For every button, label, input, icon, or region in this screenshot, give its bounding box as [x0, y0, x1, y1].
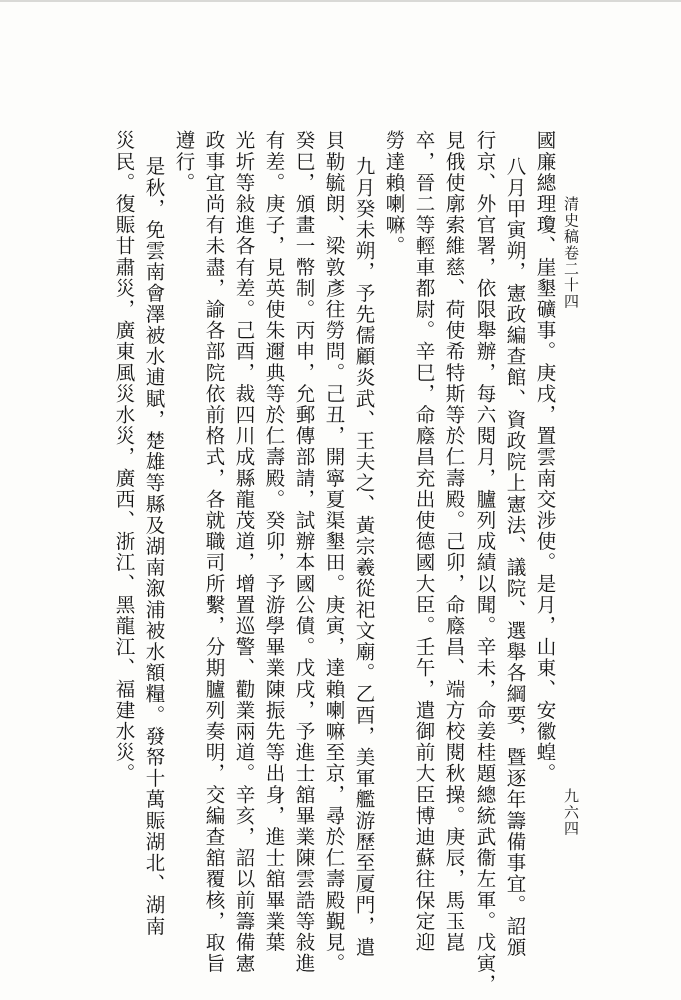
text-column-9: 癸巳，頒畫一幣制。丙申，允郵傳部請，試辦本國公債。戊戌，予進士舘畢業陳雲誥等敍進	[292, 130, 316, 974]
text-column-13: 遵行。	[172, 130, 196, 194]
page-number: 九六四	[562, 788, 580, 837]
text-column-7: 九月癸未朔，予先儒顧炎武、王夫之、黃宗羲從祀文廟。乙酉，美軍艦游歷至厦門，遣	[352, 156, 376, 958]
scan-edge	[0, 0, 681, 2]
text-column-10: 有差。庚子，見英使朱邇典等於仁壽殿。癸卯，予游學畢業陳振先等出身，進士舘畢業葉	[262, 130, 286, 953]
text-column-6: 勞達賴喇嘛。	[382, 130, 406, 257]
text-column-1: 國廉總理瓊、崖墾礦事。庚戌，置雲南交涉使。是月，山東、安徽蝗。	[533, 130, 557, 785]
text-column-2: 八月甲寅朔，憲政編查館、資政院上憲法、議院、選舉各綱要，暨逐年籌備事宜。詔頒	[503, 156, 527, 958]
text-column-14: 是秋，免雲南會澤被水逋賦，楚雄等縣及湖南溆浦被水額糧。發帑十萬賑湖北、湖南	[142, 156, 166, 937]
text-column-5: 卒，晉二等輕車都尉。辛巳，命廕昌充出使德國大臣。壬午，遣御前大臣博迪蘇往保定迎	[412, 130, 436, 953]
text-column-12: 政事宜尚有未盡，諭各部院依前格式，各就職司所繫，分期臚列奏明，交編查舘覆核，取旨	[202, 130, 226, 974]
text-column-3: 行京、外官署，依限舉辦，每六閱月，臚列成績以聞。辛未，命姜桂題總統武衞左軍。戊寅，	[473, 130, 497, 996]
text-column-8: 貝勒毓朗、梁敦彥往勞問。己丑，開寧夏渠墾田。庚寅，達賴喇嘛至京，尋於仁壽殿覲見。	[322, 130, 346, 974]
text-column-4: 見俄使廓索維慈、荷使希特斯等於仁壽殿。己卯，命廕昌、端方校閱秋操。庚辰，馬玉崑	[442, 130, 466, 953]
text-column-15: 災民。復賑甘肅災，廣東風災水災，廣西、浙江、黑龍江、福建水災。	[112, 130, 136, 785]
text-column-11: 光圻等敍進各有差。己酉，裁四川成縣龍茂道，增置巡警、勸業兩道。辛亥，詔以前籌備憲	[232, 130, 256, 974]
book-title: 清史稿卷二十四	[562, 196, 580, 310]
